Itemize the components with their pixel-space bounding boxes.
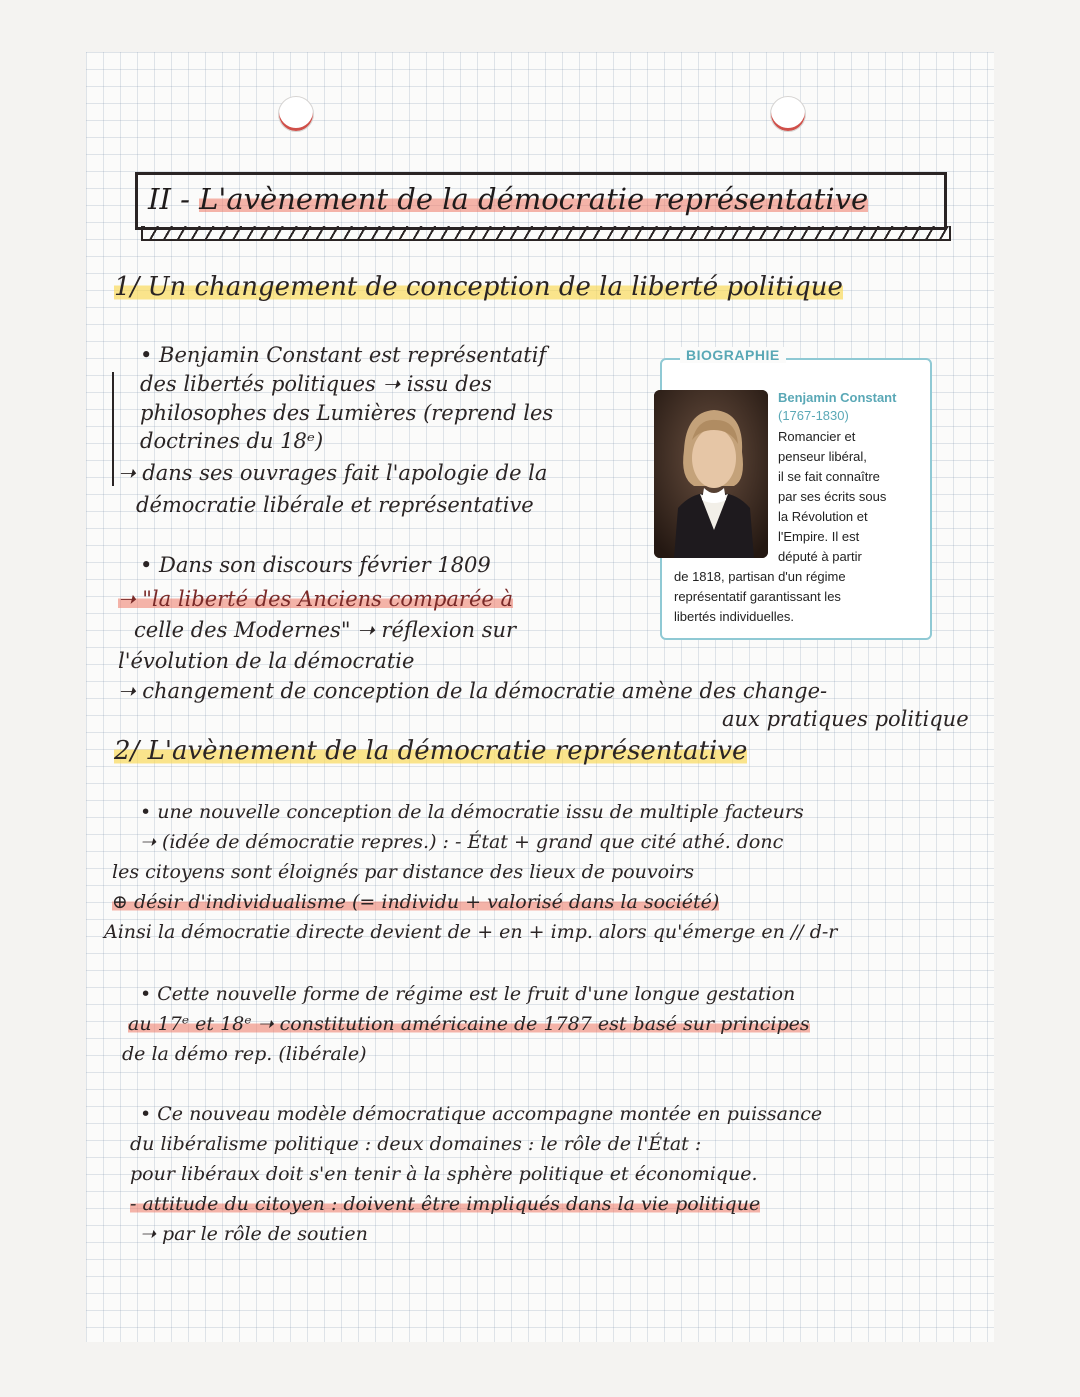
s1-line-2: des libertés politiques ➝ issu des <box>140 372 492 396</box>
s1-line-4: doctrines du 18ᵉ) <box>140 429 324 453</box>
page-title <box>148 178 928 220</box>
s2-p3-line-2: du libéralisme politique : deux domaines : le rôle de l'État : <box>130 1133 702 1155</box>
discours-line-1: • Dans son discours février 1809 <box>140 553 491 577</box>
discours-line-4: l'évolution de la démocratie <box>118 649 415 673</box>
s2-p2-line-3: de la démo rep. (libérale) <box>122 1043 367 1065</box>
title-text: L'avènement de la démocratie représentative <box>199 182 869 216</box>
s2-p2-line-2: au 17ᵉ et 18ᵉ ➝ constitution américaine de 1787 est basé sur principes <box>128 1013 810 1035</box>
biography-text-bottom: de 1818, partisan d'un régime représentatif garantissant les libertés individuelles. <box>674 569 846 624</box>
section2-heading: 2/ L'avènement de la démocratie représentative <box>114 736 748 766</box>
s1-line-3: philosophes des Lumières (reprend les <box>140 401 554 425</box>
s2-p3-line-4: - attitude du citoyen : doivent être impliqués dans la vie politique <box>130 1193 761 1215</box>
biography-tag: BIOGRAPHIE <box>680 347 786 363</box>
s2-p1-line-5: Ainsi la démocratie directe devient de + en + imp. alors qu'émerge en // d-r <box>104 921 838 943</box>
s2-p2-line-1: • Cette nouvelle forme de régime est le fruit d'une longue gestation <box>140 983 796 1005</box>
s2-p1-line-4: ⊕ désir d'individualisme (= individu + valorisé dans la société) <box>112 891 720 913</box>
discours-line-2: ➝ "la liberté des Anciens comparée à <box>118 587 513 611</box>
binder-hole-left <box>278 96 314 132</box>
biography-name: Benjamin Constant <box>778 390 897 405</box>
s2-p3-line-5: ➝ par le rôle de soutien <box>140 1223 368 1245</box>
biography-text: Romancier et penseur libéral, il se fait connaître par ses écrits sous la Révolution et l'Empire. Il est député à partir <box>778 429 887 564</box>
s1-line-1: • Benjamin Constant est représentatif <box>140 343 547 367</box>
title-hatch-shadow <box>141 226 951 241</box>
s1-line-5: ➝ dans ses ouvrages fait l'apologie de la <box>118 461 548 485</box>
s2-p1-line-1: • une nouvelle conception de la démocratie issu de multiple facteurs <box>140 801 804 823</box>
biography-dates: (1767-1830) <box>778 408 849 423</box>
s2-p1-line-2: ➝ (idée de démocratie repres.) : - État + grand que cité athé. donc <box>140 831 784 853</box>
discours-line-3: celle des Modernes" ➝ réflexion sur <box>134 618 517 642</box>
discours-line-5: ➝ changement de conception de la démocratie amène des change- <box>118 679 828 703</box>
s1-line-6: démocratie libérale et représentative <box>136 493 534 517</box>
s2-p3-line-1: • Ce nouveau modèle démocratique accompagne montée en puissance <box>140 1103 823 1125</box>
binder-hole-right <box>770 96 806 132</box>
title-numeral: II - <box>148 182 190 216</box>
section1-heading: 1/ Un changement de conception de la liberté politique <box>114 272 843 302</box>
s2-p3-line-3: pour libéraux doit s'en tenir à la sphère politique et économique. <box>130 1163 758 1185</box>
portrait-image <box>654 390 768 558</box>
portrait-illustration <box>654 390 768 558</box>
s2-p1-line-3: les citoyens sont éloignés par distance des lieux de pouvoirs <box>112 861 694 883</box>
discours-line-6: aux pratiques politique <box>722 707 969 731</box>
